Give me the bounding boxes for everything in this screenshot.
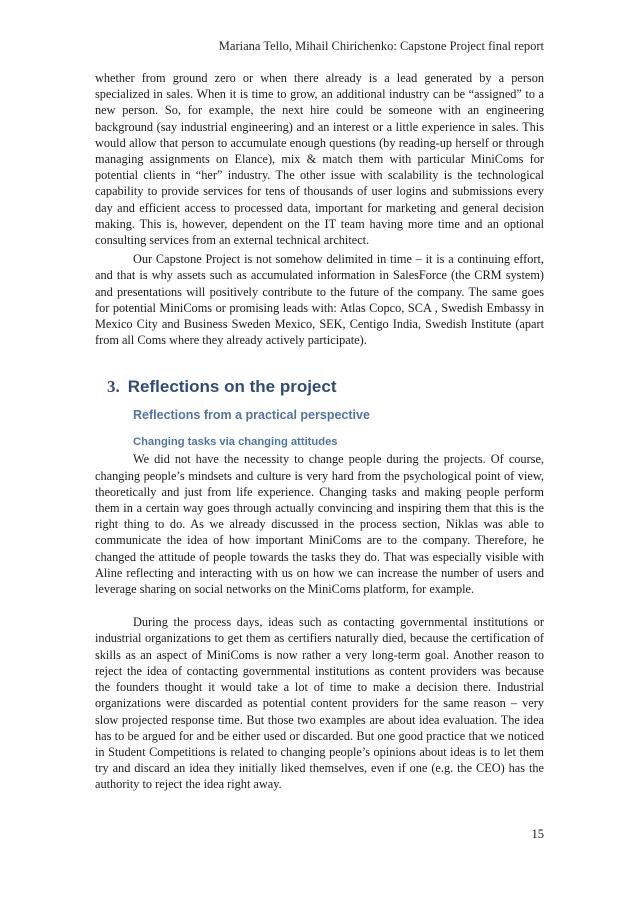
paragraph-process-days: During the process days, ideas such as contacting governmental institutions or industrial organizations to get them as certifiers naturally died, because the certification of skills as an aspect of MiniComs is now rather a very long-term goal. Another reason to reject the idea of contacting governmental institutions as content providers was because the founders thought it would take a lot of time to make a decision there. Industrial organizations were discarded as potential content providers for the same reason – very slow projected response time. But those two examples are about idea evaluation. The idea has to be argued for and be either used or discarded. But one good practice that we noticed in Student Competitions is related to changing people’s opinions about ideas is to let them try and discard an idea they initially liked themselves, even if one (e.g. the CEO) has the authority to reject the idea right away. bbox=[95, 615, 544, 792]
paragraph-capstone-continuity: Our Capstone Project is not somehow delimited in time – it is a continuing effort, and that is why assets such as accumulated information in SalesForce (the CRM system) and presentations will positively contribute to the future of the company. The same goes for potential MiniComs or promising leads with: Atlas Copco, SCA , Swedish Embassy in Mexico City and Business Sweden Mexico, SEK, Centigo India, Swedish Institute (apart from all Coms where they already actively participate). bbox=[95, 252, 544, 348]
page-body bbox=[95, 70, 544, 793]
running-header: Mariana Tello, Mihail Chirichenko: Capstone Project final report bbox=[218, 39, 544, 53]
paragraph-changing-attitudes: We did not have the necessity to change people during the projects. Of course, changing people’s mindsets and culture is very hard from the psychological point of view, theoretically and just from life experience. Changing tasks and making people perform them in a certain way goes through actually convincing and inspiring them that this is the right thing to do. As we already discussed in the process section, Niklas was able to communicate the idea of how important MiniComs are to the company. Therefore, he changed the attitude of people towards the tasks they do. That was especially visible with Aline reflecting and interacting with us on how we can increase the number of users and leverage sharing on social networks on the MiniComs platform, for example. bbox=[95, 452, 544, 597]
section-title: Reflections on the project bbox=[127, 377, 337, 397]
subsection-heading: Reflections from a practical perspective bbox=[133, 408, 370, 423]
section-number: 3. bbox=[107, 377, 120, 397]
section-heading bbox=[95, 376, 544, 398]
paragraph-scalability: whether from ground zero or when there already is a lead generated by a person specialized in sales. When it is time to grow, an additional industry can be “assigned” to a new person. So, for example, the next hire could be someone with an engineering background (say industrial engineering) and an interest or a little experience in sales. This would allow that person to accumulate enough questions (by reading-up herself or through managing assignments on Elance), mix & match them with particular MiniComs for potential clients in “her” industry. The other issue with scalability is the technological capability to provide services for tens of thousands of user logins and submissions every day and efficient access to processed data, important for marketing and general decision making. This is, however, dependent on the IT team having more time and an optional consulting services from an external technical architect. bbox=[95, 71, 544, 248]
page-number: 15 bbox=[531, 827, 544, 841]
subsubsection-heading: Changing tasks via changing attitudes bbox=[133, 436, 338, 449]
